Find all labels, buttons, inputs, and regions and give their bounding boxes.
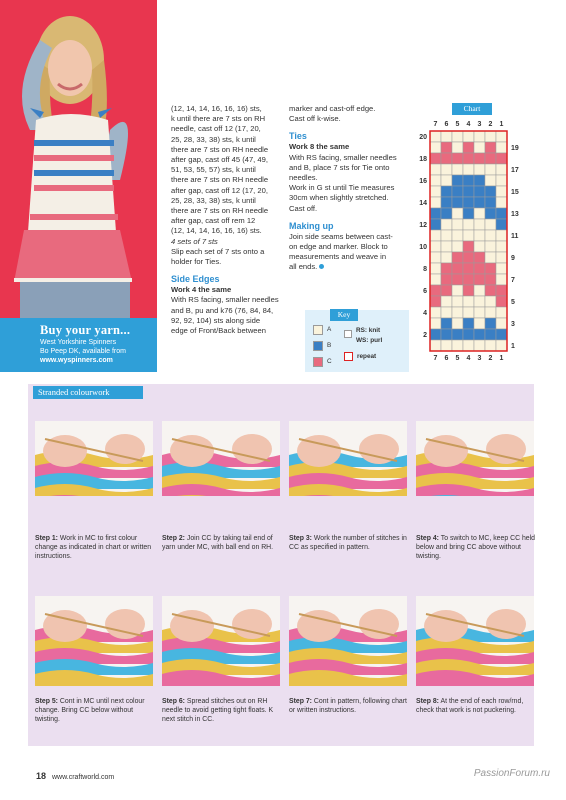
- chart-cell: [474, 186, 485, 197]
- chart-cell: [485, 296, 496, 307]
- chart-cell: [441, 230, 452, 241]
- key-label-ws: WS: purl: [356, 337, 383, 344]
- step-photo: [289, 406, 407, 496]
- chart-cell: [441, 186, 452, 197]
- page-footer: [36, 771, 114, 781]
- chart-row-label: 5: [511, 299, 515, 306]
- chart-cell: [485, 230, 496, 241]
- chart-cell: [452, 175, 463, 186]
- chart-col-label: 1: [499, 121, 504, 128]
- chart-cell: [430, 340, 441, 351]
- chart-cell: [496, 296, 507, 307]
- chart-row-label: 6: [423, 288, 427, 295]
- chart-cell: [441, 164, 452, 175]
- body-line: With RS facing, smaller needles: [289, 152, 397, 162]
- chart-col-label: 2: [488, 121, 493, 128]
- chart-cell: [441, 252, 452, 263]
- chart-cell: [452, 208, 463, 219]
- chart-col-label: 6: [444, 121, 449, 128]
- chart-cell: [441, 329, 452, 340]
- body-line: there are 7 sts on RH needle: [171, 175, 269, 185]
- chart-tab: Chart: [452, 103, 492, 115]
- chart-cell: [441, 263, 452, 274]
- chart-cell: [463, 197, 474, 208]
- chart-cell: [452, 285, 463, 296]
- step-caption: [416, 697, 536, 715]
- chart-cell: [463, 329, 474, 340]
- chart-cell: [485, 219, 496, 230]
- chart-cell: [485, 142, 496, 153]
- chart-row-label: 10: [419, 244, 427, 251]
- step-photo: [162, 406, 280, 496]
- chart-row-label: 20: [419, 134, 427, 141]
- chart-col-label: 7: [433, 355, 438, 362]
- pattern-column-2: [289, 104, 401, 273]
- chart-cell: [430, 153, 441, 164]
- chart-cell: [496, 285, 507, 296]
- chart-cell: [496, 318, 507, 329]
- key-label-repeat: repeat: [357, 353, 377, 360]
- chart-cell: [485, 285, 496, 296]
- key-swatch-repeat: [344, 352, 353, 361]
- chart-cell: [452, 329, 463, 340]
- chart-cell: [474, 142, 485, 153]
- key-swatch-c: [313, 357, 323, 367]
- sets-note: 4 sets of 7 sts: [171, 236, 218, 246]
- step-label: Step 5:: [35, 698, 58, 705]
- chart-cell: [430, 164, 441, 175]
- body-line: Join side seams between cast-: [289, 231, 393, 241]
- chart-cell: [430, 142, 441, 153]
- chart-cell: [430, 252, 441, 263]
- body-line: (12, 14, 14, 16, 16, 16) sts.: [171, 226, 262, 236]
- body-line: marker and cast-off edge.: [289, 104, 376, 113]
- chart-cell: [463, 263, 474, 274]
- ties-heading: Ties: [289, 131, 307, 142]
- step-text: Work in MC to first colour change as indicated in chart or written instructions.: [35, 535, 152, 560]
- chart-cell: [430, 296, 441, 307]
- chart-cell: [441, 340, 452, 351]
- chart-cell: [496, 197, 507, 208]
- body-line: 25, 28, 33, 38) sts, k until: [171, 134, 256, 144]
- chart-col-label: 5: [455, 355, 460, 362]
- chart-cell: [430, 219, 441, 230]
- step-label: Step 7:: [289, 698, 312, 705]
- chart-cell: [474, 285, 485, 296]
- chart-row-label: 2: [423, 332, 427, 339]
- step-caption: [35, 534, 155, 561]
- chart-cell: [474, 164, 485, 175]
- key-label-b: B: [327, 342, 332, 349]
- chart-row-label: 1: [511, 343, 515, 350]
- chart-cell: [441, 285, 452, 296]
- colourwork-chart: [412, 113, 532, 375]
- chart-cell: [496, 252, 507, 263]
- body-line: edge of Front/Back between: [171, 326, 266, 336]
- chart-cell: [452, 318, 463, 329]
- step-caption: [162, 697, 282, 724]
- body-line: 30cm when slightly stretched.: [289, 193, 389, 203]
- chart-cell: [474, 263, 485, 274]
- chart-col-label: 7: [433, 121, 438, 128]
- model-illustration: [0, 0, 157, 372]
- body-line: after gap, cast off 12 (17, 20,: [171, 185, 268, 195]
- page-number: 18: [36, 771, 47, 781]
- last-line-text: all ends.: [289, 262, 318, 272]
- chart-cell: [452, 296, 463, 307]
- chart-cell: [463, 164, 474, 175]
- chart-cell: [452, 241, 463, 252]
- chart-cell: [463, 186, 474, 197]
- chart-cell: [441, 142, 452, 153]
- chart-cell: [430, 175, 441, 186]
- step-text: Spread stitches out on RH needle to avoid getting tight floats. K next stitch in CC.: [162, 698, 274, 723]
- chart-row-label: 17: [511, 167, 519, 174]
- chart-col-label: 2: [488, 355, 493, 362]
- chart-cell: [496, 274, 507, 285]
- step-caption: [289, 534, 409, 552]
- step-caption: [416, 534, 536, 561]
- chart-cell: [441, 208, 452, 219]
- chart-cell: [452, 274, 463, 285]
- chart-cell: [463, 153, 474, 164]
- chart-cell: [485, 263, 496, 274]
- model-photo: [0, 0, 157, 372]
- step-photo: [416, 406, 534, 496]
- step-caption: [35, 697, 155, 724]
- chart-row-label: 9: [511, 255, 515, 262]
- chart-cell: [452, 230, 463, 241]
- step-label: Step 6:: [162, 698, 185, 705]
- body-line: there are 7 sts on RH needle: [171, 206, 269, 216]
- body-line: needles.: [289, 173, 318, 183]
- side-edges-subheading: Work 4 the same: [171, 285, 232, 295]
- buy-yarn-panel: [0, 318, 157, 372]
- chart-cell: [485, 153, 496, 164]
- chart-cell: [474, 219, 485, 230]
- body-line: 92, 92, 104) sts along side: [171, 315, 261, 325]
- chart-cell: [430, 329, 441, 340]
- chart-cell: [441, 219, 452, 230]
- step-label: Step 8:: [416, 698, 439, 705]
- chart-cell: [496, 329, 507, 340]
- chart-cell: [474, 230, 485, 241]
- step-photo: [289, 596, 407, 686]
- side-edges-heading: Side Edges: [171, 274, 220, 285]
- chart-cell: [474, 329, 485, 340]
- chart-cell: [430, 197, 441, 208]
- body-line: measurements and weave in: [289, 252, 387, 262]
- body-line: needle, cast off 12 (17, 20,: [171, 124, 261, 134]
- chart-cell: [463, 131, 474, 142]
- chart-cell: [496, 219, 507, 230]
- watermark: PassionForum.ru: [473, 768, 550, 779]
- chart-cell: [452, 219, 463, 230]
- chart-cell: [430, 307, 441, 318]
- chart-cell: [485, 131, 496, 142]
- step-label: Step 1:: [35, 535, 58, 542]
- body-line: Cast off.: [289, 203, 318, 213]
- key-label-a: A: [327, 326, 332, 333]
- chart-cell: [485, 164, 496, 175]
- key-label-rs: RS: knit: [356, 327, 381, 334]
- chart-cell: [485, 241, 496, 252]
- chart-cell: [496, 263, 507, 274]
- chart-cell: [441, 307, 452, 318]
- making-up-heading: Making up: [289, 220, 334, 231]
- key-label-c: C: [327, 358, 332, 365]
- chart-cell: [463, 208, 474, 219]
- chart-row-label: 19: [511, 145, 519, 152]
- chart-cell: [463, 252, 474, 263]
- chart-cell: [474, 241, 485, 252]
- ties-subheading: Work 8 the same: [289, 142, 350, 152]
- chart-cell: [463, 307, 474, 318]
- body-line: Slip each set of 7 sts onto a: [171, 246, 265, 256]
- body-line: holder for Ties.: [171, 257, 222, 267]
- chart-cell: [485, 307, 496, 318]
- buy-yarn-url[interactable]: www.wyspinners.com: [40, 357, 113, 364]
- key-swatch-knit: [344, 330, 352, 338]
- step-label: Step 2:: [162, 535, 185, 542]
- chart-col-label: 4: [466, 121, 471, 128]
- chart-cell: [430, 186, 441, 197]
- chart-cell: [441, 318, 452, 329]
- chart-cell: [496, 131, 507, 142]
- stranded-colourwork-title: Stranded colourwork: [33, 386, 143, 399]
- step-photo: [35, 596, 153, 686]
- buy-yarn-title: Buy your yarn...: [40, 323, 131, 337]
- chart-cell: [452, 131, 463, 142]
- chart-cell: [452, 197, 463, 208]
- end-dot-icon: [319, 264, 324, 269]
- key-swatch-a: [313, 325, 323, 335]
- chart-cell: [441, 274, 452, 285]
- chart-cell: [485, 274, 496, 285]
- chart-cell: [474, 296, 485, 307]
- chart-cell: [452, 164, 463, 175]
- step-photo: [162, 596, 280, 686]
- chart-cell: [463, 142, 474, 153]
- chart-row-label: 13: [511, 211, 519, 218]
- chart-cell: [452, 252, 463, 263]
- chart-cell: [452, 142, 463, 153]
- chart-cell: [485, 197, 496, 208]
- chart-cell: [463, 340, 474, 351]
- chart-cell: [452, 263, 463, 274]
- chart-cell: [463, 230, 474, 241]
- chart-cell: [474, 274, 485, 285]
- chart-cell: [485, 252, 496, 263]
- chart-row-label: 4: [423, 310, 427, 317]
- body-line: With RS facing, smaller needles: [171, 295, 279, 305]
- chart-cell: [452, 340, 463, 351]
- chart-col-label: 5: [455, 121, 460, 128]
- chart-cell: [430, 230, 441, 241]
- step-text: Cont in MC until next colour change. Bring CC below without twisting.: [35, 698, 145, 723]
- body-line: 25, 28, 33, 38) sts, k until: [171, 195, 256, 205]
- body-line: after gap, cast off 45 (47, 49,: [171, 155, 268, 165]
- step-label: Step 3:: [289, 535, 312, 542]
- chart-cell: [474, 153, 485, 164]
- step-caption: [162, 534, 282, 552]
- step-photo: [35, 406, 153, 496]
- chart-col-label: 6: [444, 355, 449, 362]
- chart-cell: [474, 340, 485, 351]
- key-swatch-b: [313, 341, 323, 351]
- chart-cell: [496, 153, 507, 164]
- chart-cell: [463, 241, 474, 252]
- body-line: Cast off k-wise.: [289, 114, 341, 124]
- chart-cell: [463, 219, 474, 230]
- chart-cell: [430, 241, 441, 252]
- chart-cell: [441, 241, 452, 252]
- chart-cell: [485, 186, 496, 197]
- chart-col-label: 3: [477, 355, 482, 362]
- key-tab: Key: [330, 309, 358, 321]
- chart-cell: [474, 175, 485, 186]
- chart-row-label: 8: [423, 266, 427, 273]
- chart-col-label: 1: [499, 355, 504, 362]
- chart-cell: [485, 340, 496, 351]
- body-line: and B, pu and k76 (76, 84, 84,: [171, 305, 274, 315]
- chart-row-label: 18: [419, 156, 427, 163]
- step-caption: [289, 697, 409, 715]
- chart-col-label: 4: [466, 355, 471, 362]
- step-text: Cont in pattern, following chart or written instructions.: [289, 698, 407, 714]
- step-text: Work the number of stitches in CC as specified in pattern.: [289, 535, 407, 551]
- chart-cell: [485, 208, 496, 219]
- chart-cell: [441, 296, 452, 307]
- chart-cell: [496, 175, 507, 186]
- chart-cell: [463, 175, 474, 186]
- body-line: on edge and marker. Block to: [289, 242, 388, 252]
- chart-cell: [430, 263, 441, 274]
- step-photo: [416, 596, 534, 686]
- chart-cell: [463, 318, 474, 329]
- chart-row-label: 15: [511, 189, 519, 196]
- chart-cell: [463, 274, 474, 285]
- body-line: there are 7 sts on RH needle: [171, 144, 269, 154]
- body-line: Work in G st until Tie measures: [289, 183, 395, 193]
- chart-cell: [474, 208, 485, 219]
- chart-cell: [430, 285, 441, 296]
- chart-cell: [441, 175, 452, 186]
- chart-cell: [485, 318, 496, 329]
- chart-cell: [430, 318, 441, 329]
- chart-cell: [474, 252, 485, 263]
- chart-cell: [474, 197, 485, 208]
- chart-cell: [452, 186, 463, 197]
- chart-row-label: 16: [419, 178, 427, 185]
- chart-cell: [452, 153, 463, 164]
- chart-cell: [430, 274, 441, 285]
- chart-cell: [496, 208, 507, 219]
- step-label: Step 4:: [416, 535, 439, 542]
- step-text: Join CC by taking tail end of yarn under MC, with ball end on RH.: [162, 535, 274, 551]
- chart-cell: [496, 340, 507, 351]
- chart-cell: [463, 285, 474, 296]
- chart-cell: [496, 241, 507, 252]
- chart-col-label: 3: [477, 121, 482, 128]
- chart-cell: [452, 307, 463, 318]
- chart-cell: [485, 329, 496, 340]
- chart-cell: [441, 153, 452, 164]
- body-line: k until there are 7 sts on RH: [171, 114, 266, 124]
- buy-yarn-brand: West Yorkshire Spinners: [40, 339, 117, 346]
- chart-cell: [430, 131, 441, 142]
- chart-cell: [441, 197, 452, 208]
- chart-cell: [496, 307, 507, 318]
- chart-cell: [485, 175, 496, 186]
- chart-row-label: 14: [419, 200, 427, 207]
- chart-row-label: 12: [419, 222, 427, 229]
- chart-cell: [463, 296, 474, 307]
- chart-row-label: 11: [511, 233, 519, 240]
- chart-cell: [430, 208, 441, 219]
- body-line: after gap, cast off rem 12: [171, 216, 256, 226]
- body-line: and B, place 7 sts for Tie onto: [289, 162, 390, 172]
- chart-row-label: 3: [511, 321, 515, 328]
- chart-cell: [496, 142, 507, 153]
- chart-cell: [474, 318, 485, 329]
- body-line: 51, 53, 55, 57) sts, k until: [171, 165, 256, 175]
- step-text: At the end of each row/rnd, check that work is not puckering.: [416, 698, 524, 714]
- chart-row-label: 7: [511, 277, 515, 284]
- body-line: (12, 14, 14, 16, 16, 16) sts,: [171, 104, 262, 113]
- step-text: To switch to MC, keep CC held below and bring CC above without twisting.: [416, 535, 535, 560]
- chart-cell: [496, 164, 507, 175]
- chart-cell: [496, 186, 507, 197]
- chart-cell: [441, 131, 452, 142]
- footer-site: www.craftworld.com: [51, 774, 115, 781]
- buy-yarn-availability: Bo Peep DK, available from: [40, 348, 126, 355]
- chart-cell: [474, 307, 485, 318]
- pattern-column-1: [171, 104, 285, 336]
- chart-cell: [474, 131, 485, 142]
- chart-cell: [496, 230, 507, 241]
- body-line: [289, 262, 401, 272]
